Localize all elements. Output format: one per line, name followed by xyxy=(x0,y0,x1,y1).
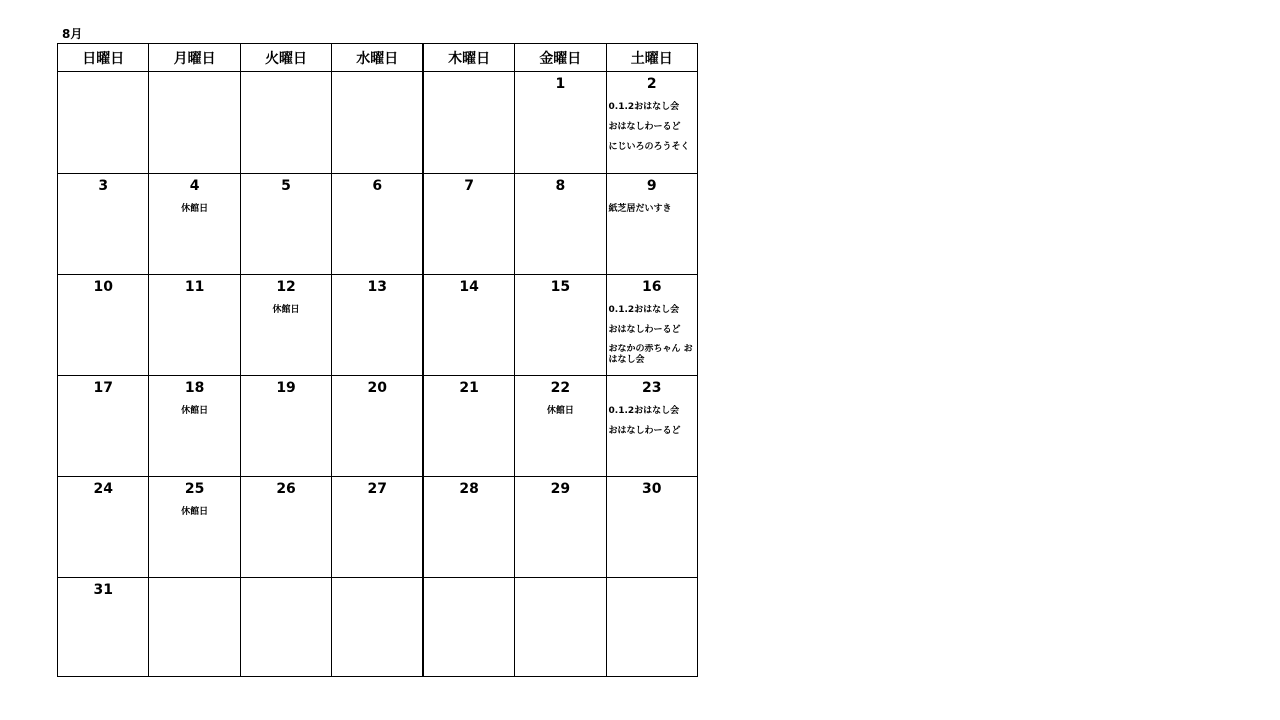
weekday-header-thu: 木曜日 xyxy=(423,44,514,72)
day-number: 12 xyxy=(276,279,296,295)
event-label: おなかの赤ちゃん おはなし会 xyxy=(608,344,693,365)
day-number: 28 xyxy=(459,481,479,497)
event-label: おはなしわーるど xyxy=(608,122,681,132)
day-cell-mon xyxy=(149,174,240,275)
day-cell-sun xyxy=(58,578,149,677)
weekday-header-sat: 土曜日 xyxy=(606,44,697,72)
day-cell-fri xyxy=(515,174,606,275)
day-cell-mon xyxy=(149,376,240,477)
day-cell-wed xyxy=(332,376,423,477)
day-cell-sat xyxy=(606,72,697,174)
day-number: 31 xyxy=(93,582,113,598)
day-cell-sun xyxy=(58,275,149,376)
day-cell-wed xyxy=(332,275,423,376)
day-cell-sun xyxy=(58,72,149,174)
day-cell-thu xyxy=(423,275,514,376)
event-label: 0.1.2おはなし会 xyxy=(608,305,680,315)
day-cell-wed xyxy=(332,72,423,174)
day-number: 15 xyxy=(550,279,571,295)
day-cell-mon xyxy=(149,578,240,677)
day-cell-mon xyxy=(149,275,240,376)
day-number: 20 xyxy=(367,380,387,396)
day-cell-fri xyxy=(515,578,606,677)
day-cell-sun xyxy=(58,477,149,578)
day-cell-sat xyxy=(606,174,697,275)
event-label: おはなしわーるど xyxy=(608,325,681,335)
day-number: 21 xyxy=(459,380,479,396)
week-row xyxy=(58,477,698,578)
day-cell-thu xyxy=(423,72,514,174)
day-cell-wed xyxy=(332,174,423,275)
week-row xyxy=(58,376,698,477)
day-cell-tue xyxy=(240,376,331,477)
day-number: 7 xyxy=(464,178,475,194)
calendar-table xyxy=(57,43,698,677)
day-number: 11 xyxy=(184,279,205,295)
weekday-header-row xyxy=(58,44,698,72)
day-cell-fri xyxy=(515,275,606,376)
event-label: 紙芝居だいすき xyxy=(608,204,672,214)
day-number: 26 xyxy=(276,481,296,497)
day-number: 14 xyxy=(459,279,479,295)
closed-label: 休館日 xyxy=(546,406,574,416)
event-label: 0.1.2おはなし会 xyxy=(608,406,680,416)
day-number: 16 xyxy=(642,279,662,295)
day-cell-tue xyxy=(240,174,331,275)
day-cell-sun xyxy=(58,174,149,275)
week-row xyxy=(58,72,698,174)
day-number: 29 xyxy=(550,481,571,497)
day-number: 18 xyxy=(184,380,205,396)
day-number: 4 xyxy=(189,178,200,194)
day-cell-sat xyxy=(606,477,697,578)
weekday-header-fri: 金曜日 xyxy=(515,44,606,72)
weekday-header-wed: 水曜日 xyxy=(332,44,423,72)
day-cell-mon xyxy=(149,477,240,578)
day-number: 30 xyxy=(642,481,662,497)
day-cell-fri xyxy=(515,376,606,477)
week-row xyxy=(58,174,698,275)
day-cell-thu xyxy=(423,477,514,578)
day-number: 27 xyxy=(367,481,387,497)
day-number: 13 xyxy=(367,279,387,295)
day-number: 25 xyxy=(184,481,205,497)
closed-label: 休館日 xyxy=(181,204,209,214)
weekday-header-mon: 月曜日 xyxy=(149,44,240,72)
day-number: 24 xyxy=(93,481,113,497)
day-cell-sat xyxy=(606,275,697,376)
event-label: おはなしわーるど xyxy=(608,426,681,436)
day-number: 3 xyxy=(98,178,109,194)
day-cell-tue xyxy=(240,578,331,677)
day-number: 5 xyxy=(281,178,291,194)
day-cell-tue xyxy=(240,477,331,578)
day-number: 17 xyxy=(93,380,113,396)
month-title: 8月 xyxy=(62,27,83,41)
day-cell-wed xyxy=(332,477,423,578)
day-cell-sat xyxy=(606,578,697,677)
day-cell-wed xyxy=(332,578,423,677)
day-number: 2 xyxy=(646,76,657,92)
day-cell-sun xyxy=(58,376,149,477)
event-label: 0.1.2おはなし会 xyxy=(608,102,680,112)
day-cell-thu xyxy=(423,578,514,677)
closed-label: 休館日 xyxy=(272,305,300,315)
day-cell-sat xyxy=(606,376,697,477)
weekday-header-tue: 火曜日 xyxy=(240,44,331,72)
day-number: 22 xyxy=(550,380,571,396)
weekday-header-sun: 日曜日 xyxy=(58,44,149,72)
day-cell-mon xyxy=(149,72,240,174)
event-label: にじいろのろうそく xyxy=(608,142,690,152)
day-number: 1 xyxy=(555,76,566,92)
day-cell-thu xyxy=(423,174,514,275)
closed-label: 休館日 xyxy=(181,507,209,517)
week-row xyxy=(58,578,698,677)
day-cell-thu xyxy=(423,376,514,477)
week-row xyxy=(58,275,698,376)
day-number: 8 xyxy=(555,178,566,194)
day-cell-fri xyxy=(515,477,606,578)
day-number: 19 xyxy=(276,380,296,396)
day-number: 6 xyxy=(372,178,383,194)
day-number: 9 xyxy=(646,178,657,194)
day-cell-tue xyxy=(240,275,331,376)
day-number: 23 xyxy=(642,380,662,396)
day-cell-fri xyxy=(515,72,606,174)
day-number: 10 xyxy=(93,279,113,295)
closed-label: 休館日 xyxy=(181,406,209,416)
day-cell-tue xyxy=(240,72,331,174)
